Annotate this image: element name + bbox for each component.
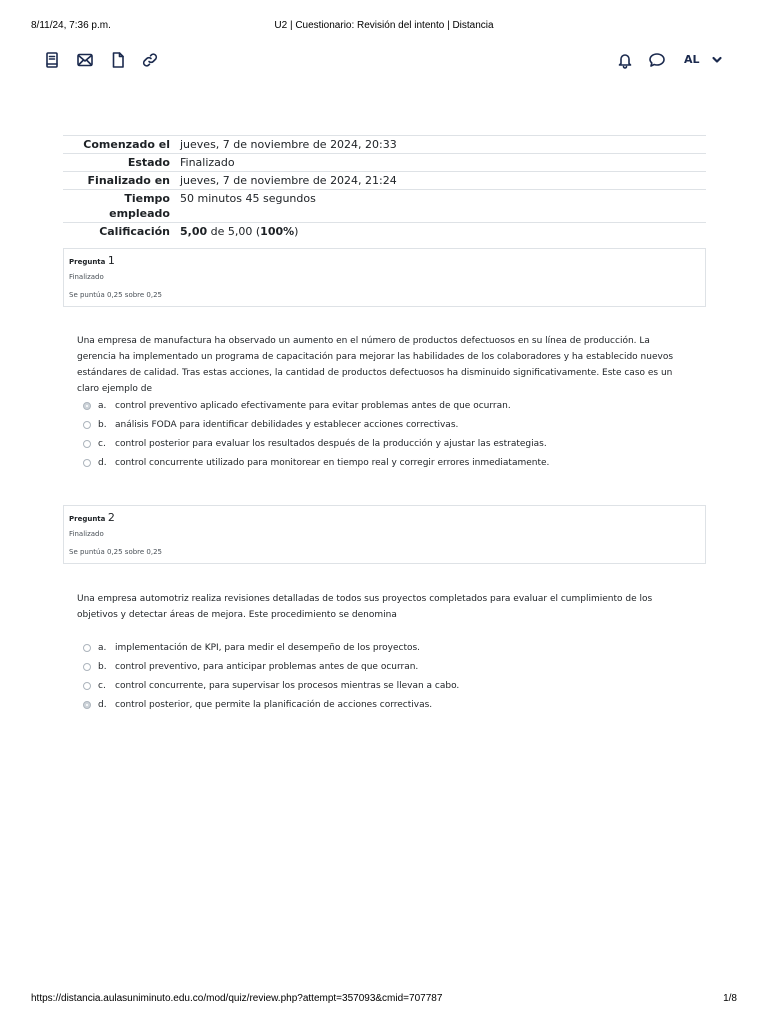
print-header: [0, 18, 768, 34]
question-number: [69, 254, 115, 267]
question-text-1: Una empresa de manufactura ha observado un aumento en el número de productos defectuosos en su línea de producción. La gerencia ha implementado un programa de capacitación para mejorar las habilidades de los colaboradores y ha establecido nuevos estándares de calidad. Tras estas acciones, la cantidad de productos defectuosos ha disminuido significativamente. Este caso es un claro ejemplo de: [77, 336, 674, 394]
question-grade: Se puntúa 0,25 sobre 0,25: [69, 291, 163, 299]
summary-grade-value: [175, 223, 706, 241]
question-number: [69, 511, 115, 524]
summary-row-finished: [63, 172, 706, 190]
top-navbar: [0, 48, 768, 74]
summary-row-state: [63, 154, 706, 172]
answer-option-1b[interactable]: [83, 418, 458, 432]
mail-icon[interactable]: [75, 50, 95, 70]
answer-letter: c.: [98, 439, 106, 449]
summary-row-time: [63, 190, 706, 223]
question-info-2: [63, 505, 706, 564]
question-number-value: 2: [107, 511, 115, 524]
book-icon[interactable]: [42, 50, 62, 70]
answer-letter: d.: [98, 700, 107, 710]
answer-text: control preventivo, para anticipar problemas antes de que ocurran.: [115, 662, 419, 672]
answer-letter: a.: [98, 401, 107, 411]
answer-option-1c[interactable]: [83, 437, 547, 451]
answer-letter: b.: [98, 662, 107, 672]
question-info-1: [63, 248, 706, 307]
print-datetime: 8/11/24, 7:36 p.m.: [31, 20, 111, 31]
summary-row-started: [63, 136, 706, 154]
answer-option-2c[interactable]: [83, 679, 459, 693]
answer-text: análisis FODA para identificar debilidades y establecer acciones correctivas.: [115, 420, 459, 430]
summary-value: jueves, 7 de noviembre de 2024, 21:24: [175, 172, 706, 190]
summary-label: Calificación: [63, 223, 175, 241]
summary-label: Tiempo empleado: [63, 190, 175, 223]
answer-option-2a[interactable]: [83, 641, 420, 655]
grade-score: 5,00: [180, 225, 208, 238]
document-icon[interactable]: [108, 50, 128, 70]
question-state: Finalizado: [69, 273, 104, 281]
answer-text: control concurrente utilizado para monitorear en tiempo real y corregir errores inmediatamente.: [115, 458, 550, 468]
answer-letter: a.: [98, 643, 107, 653]
bell-icon[interactable]: [615, 50, 635, 70]
answer-text: control posterior para evaluar los resultados después de la producción y ajustar las estrategias.: [115, 439, 547, 449]
question-grade: Se puntúa 0,25 sobre 0,25: [69, 548, 163, 556]
print-page-title: U2 | Cuestionario: Revisión del intento | Distancia: [274, 20, 494, 31]
radio-button[interactable]: [83, 440, 91, 448]
summary-label: Finalizado en: [63, 172, 175, 190]
answer-letter: b.: [98, 420, 107, 430]
attempt-summary-table: [63, 135, 706, 240]
radio-button[interactable]: [83, 421, 91, 429]
chat-icon[interactable]: [647, 50, 667, 70]
question-label: Pregunta: [69, 258, 106, 266]
answer-option-2b[interactable]: [83, 660, 418, 674]
answer-letter: c.: [98, 681, 106, 691]
print-footer: [0, 993, 768, 1007]
answer-text: implementación de KPI, para medir el desempeño de los proyectos.: [115, 643, 421, 653]
radio-button-checked[interactable]: [83, 701, 91, 709]
radio-button[interactable]: [83, 663, 91, 671]
grade-percent: 100%: [260, 225, 295, 238]
chevron-down-icon[interactable]: [707, 50, 727, 70]
print-page-number: 1/8: [723, 993, 737, 1004]
radio-button[interactable]: [83, 459, 91, 467]
answer-text: control preventivo aplicado efectivamente para evitar problemas antes de que ocurran.: [115, 401, 511, 411]
summary-row-grade: [63, 223, 706, 241]
grade-of: de 5,00 (: [207, 225, 261, 238]
answer-option-1d[interactable]: [83, 456, 549, 470]
question-number-value: 1: [107, 254, 115, 267]
answer-text: control concurrente, para supervisar los procesos mientras se llevan a cabo.: [115, 681, 460, 691]
user-initials[interactable]: AL: [684, 53, 700, 66]
summary-value: 50 minutos 45 segundos: [175, 190, 706, 223]
radio-button[interactable]: [83, 682, 91, 690]
radio-button-checked[interactable]: [83, 402, 91, 410]
question-text-2: Una empresa automotriz realiza revisiones detalladas de todos sus proyectos completados para evaluar el cumplimiento de los objetivos y detectar áreas de mejora. Este procedimiento se denomina: [77, 594, 653, 620]
answer-option-1a[interactable]: [83, 399, 511, 413]
radio-button[interactable]: [83, 644, 91, 652]
answer-text: control posterior, que permite la planificación de acciones correctivas.: [115, 700, 433, 710]
link-icon[interactable]: [140, 50, 160, 70]
answer-option-2d[interactable]: [83, 698, 432, 712]
summary-label: Comenzado el: [63, 136, 175, 154]
grade-close: ): [294, 225, 299, 238]
print-url: https://distancia.aulasuniminuto.edu.co/mod/quiz/review.php?attempt=357093&cmid=707787: [31, 993, 443, 1004]
summary-value: jueves, 7 de noviembre de 2024, 20:33: [175, 136, 706, 154]
question-label: Pregunta: [69, 515, 106, 523]
summary-label: Estado: [63, 154, 175, 172]
question-state: Finalizado: [69, 530, 104, 538]
answer-letter: d.: [98, 458, 107, 468]
summary-value: Finalizado: [175, 154, 706, 172]
